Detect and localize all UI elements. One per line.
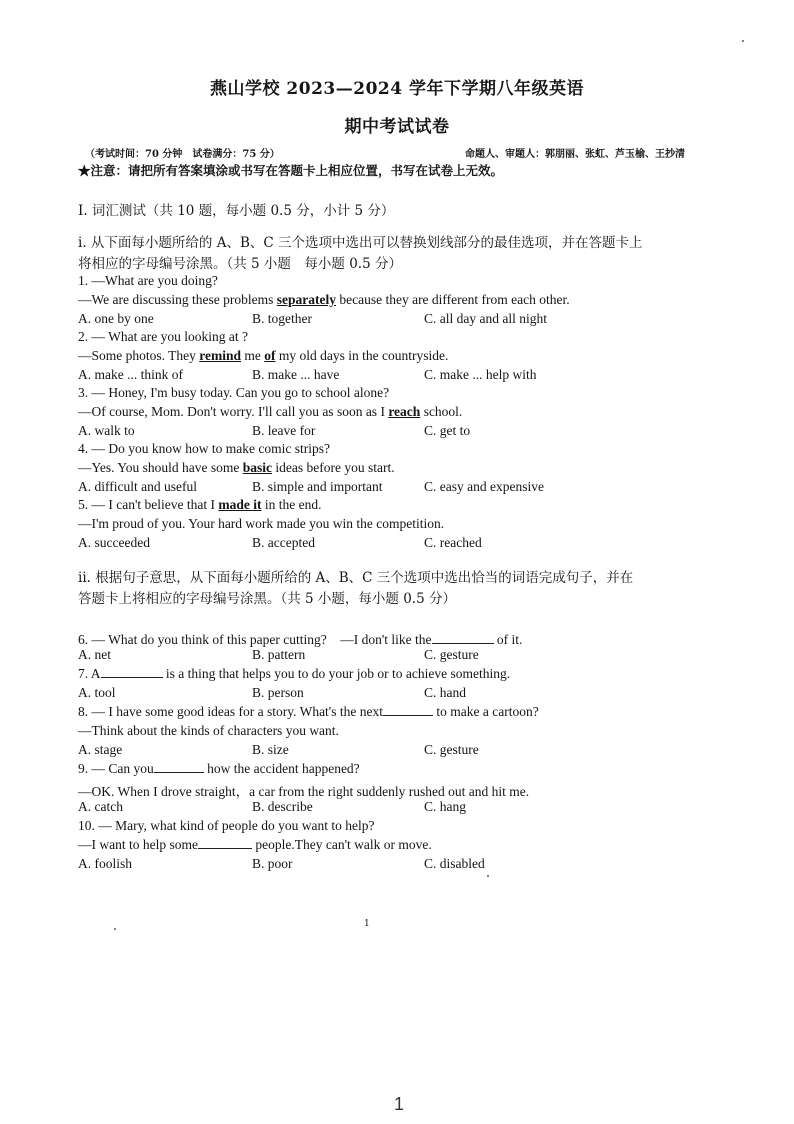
exam-title: 燕山学校 2023—2024 学年下学期八年级英语 <box>210 79 584 99</box>
q9-blank <box>154 761 204 773</box>
q4-line2: —Yes. You should have some basic ideas before you start. <box>78 460 395 475</box>
q5-line2: —I'm proud of you. Your hard work made you win the competition. <box>78 516 445 531</box>
q9-option-c: C. hang <box>424 799 466 814</box>
scan-speck <box>114 928 116 930</box>
q2-line2: —Some photos. They remind me of my old days in the countryside. <box>78 348 449 363</box>
q10-line2: —I want to help some people.They can't walk or move. <box>78 837 432 852</box>
q4-option-c: C. easy and expensive <box>424 479 544 494</box>
q8-line1: 8. — I have some good ideas for a story. What's the next to make a cartoon? <box>78 704 539 719</box>
q3-option-c: C. get to <box>424 423 471 438</box>
q6-line1: 6. — What do you think of this paper cutting? —I don't like the of it. <box>78 632 523 647</box>
q1-line1: 1. —What are you doing? <box>78 273 218 288</box>
part-i-instruction-line1: i. 从下面每小题所给的 A、B、C 三个选项中选出可以替换划线部分的最佳选项，并在答题卡上 <box>78 235 643 251</box>
q3-underlined: reach <box>388 404 421 419</box>
q10-blank <box>198 837 252 849</box>
q1-option-a: A. one by one <box>78 311 154 326</box>
q9-line1: 9. — Can you how the accident happened? <box>78 761 360 776</box>
q1-underlined: separately <box>276 292 336 307</box>
q3-option-a: A. walk to <box>78 423 135 438</box>
q3-option-b: B. leave for <box>252 423 316 438</box>
q2-option-b: B. make ... have <box>252 367 340 382</box>
q7-line1: 7. A is a thing that helps you to do your job or to achieve something. <box>78 666 511 681</box>
exam-subtitle: 期中考试试卷 <box>344 117 450 137</box>
q5-underlined: made it <box>218 497 262 512</box>
q2-option-a: A. make ... think of <box>78 367 183 382</box>
scan-speck <box>487 875 489 877</box>
part-ii-instruction <box>78 568 678 610</box>
part-ii-instruction-line2: 答题卡上将相应的字母编号涂黑。（共 5 小题，每小题 0.5 分） <box>78 591 456 607</box>
q5-option-b: B. accepted <box>252 535 315 550</box>
q6-option-b: B. pattern <box>252 647 306 662</box>
q6-option-c: C. gesture <box>424 647 479 662</box>
q7-blank <box>101 666 163 678</box>
q9-option-a: A. catch <box>78 799 123 814</box>
exam-notice: ★注意：请把所有答案填涂或书写在答题卡上相应位置，书写在试卷上无效。 <box>78 163 504 178</box>
q4-line1: 4. — Do you know how to make comic strips? <box>78 441 330 456</box>
q7-option-a: A. tool <box>78 685 116 700</box>
q4-underlined: basic <box>242 460 273 475</box>
q8-option-c: C. gesture <box>424 742 479 757</box>
exam-meta <box>85 145 685 160</box>
q2-option-c: C. make ... help with <box>424 367 537 382</box>
q4-option-b: B. simple and important <box>252 479 383 494</box>
part-i-instruction <box>78 233 678 275</box>
q8-blank <box>383 704 433 716</box>
q8-line2: —Think about the kinds of characters you want. <box>78 723 339 738</box>
q5-option-a: A. succeeded <box>78 535 150 550</box>
q7-option-c: C. hand <box>424 685 466 700</box>
q1-line2: —We are discussing these problems separately because they are different from each other. <box>78 292 570 307</box>
q10-option-c: C. disabled <box>424 856 485 871</box>
q3-line1: 3. — Honey, I'm busy today. Can you go to school alone? <box>78 385 390 400</box>
q5-line1: 5. — I can't believe that I made it in the end. <box>78 497 322 512</box>
q10-line1: 10. — Mary, what kind of people do you want to help? <box>78 818 375 833</box>
section-heading: I. 词汇测试（共 10 题，每小题 0.5 分，小计 5 分） <box>78 203 395 219</box>
q10-option-b: B. poor <box>252 856 293 871</box>
q4-option-a: A. difficult and useful <box>78 479 197 494</box>
part-i-instruction-line2: 将相应的字母编号涂黑。（共 5 小题 每小题 0.5 分） <box>78 256 402 272</box>
q2-line1: 2. — What are you looking at ? <box>78 329 248 344</box>
q8-option-b: B. size <box>252 742 289 757</box>
q5-option-c: C. reached <box>424 535 482 550</box>
q1-option-c: C. all day and all night <box>424 311 547 326</box>
q6-blank <box>432 632 494 644</box>
q9-line2: —OK. When I drove straight，a car from the right suddenly rushed out and hit me. <box>78 784 530 799</box>
q10-option-a: A. foolish <box>78 856 132 871</box>
q7-option-b: B. person <box>252 685 304 700</box>
exam-time: （考试时间：70 分钟 试卷满分：75 分） <box>85 149 280 160</box>
q6-option-a: A. net <box>78 647 111 662</box>
part-ii-instruction-line1: ii. 根据句子意思，从下面每小题所给的 A、B、C 三个选项中选出恰当的词语完成句子，并在 <box>78 570 634 586</box>
page-number: 1 <box>394 1094 405 1114</box>
q8-option-a: A. stage <box>78 742 123 757</box>
q2-underlined-2: of <box>264 348 276 363</box>
q3-line2: —Of course, Mom. Don't worry. I'll call you as soon as I reach school. <box>78 404 463 419</box>
scan-speck <box>742 40 744 42</box>
q2-underlined-1: remind <box>199 348 242 363</box>
exam-authors: 命题人、审题人：郭朋丽、张虹、芦玉榆、王抄清 <box>465 149 685 160</box>
q9-option-b: B. describe <box>252 799 313 814</box>
q1-option-b: B. together <box>252 311 312 326</box>
page-number-small: 1 <box>364 919 370 929</box>
